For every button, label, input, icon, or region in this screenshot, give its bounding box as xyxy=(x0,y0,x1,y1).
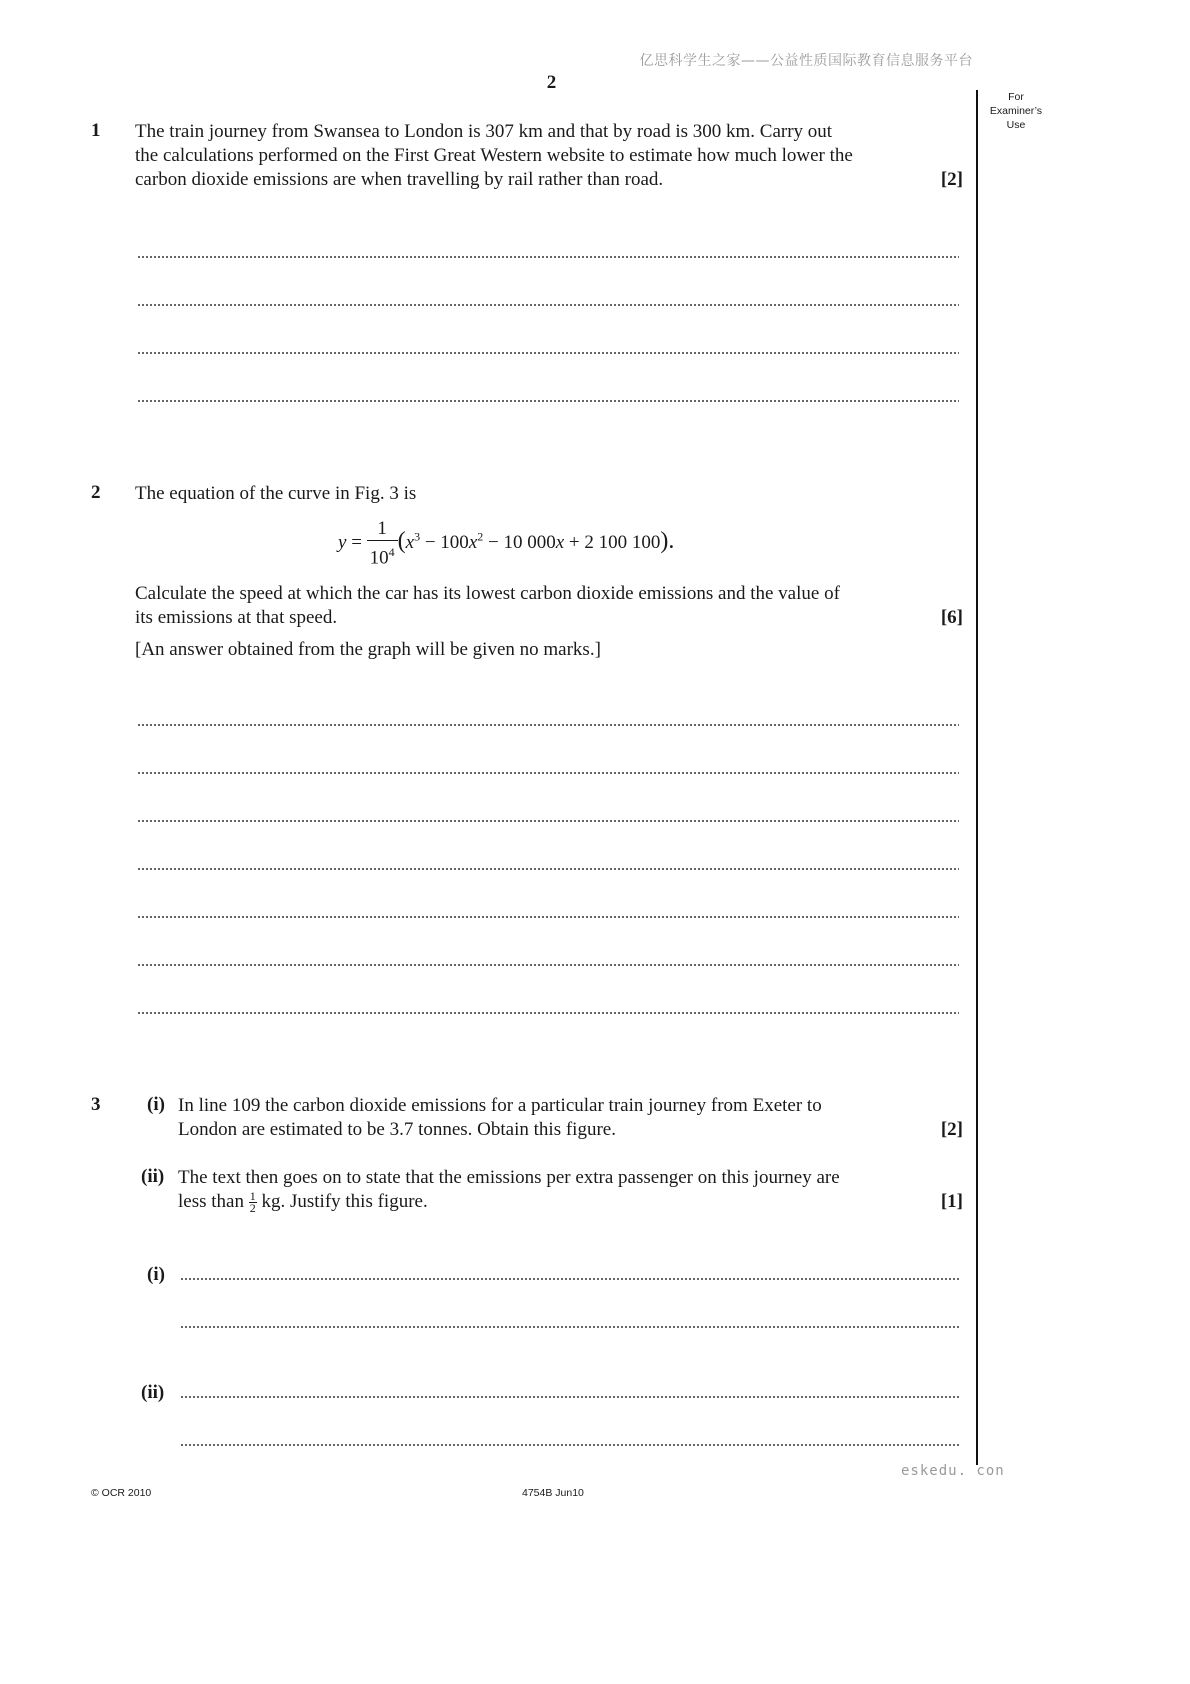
eq-den-exp: 4 xyxy=(388,545,395,559)
answer-ii-label: (ii) xyxy=(141,1382,165,1403)
question-1-line3 xyxy=(135,168,963,192)
eq-term2: − 100 xyxy=(420,532,469,554)
eq-den-base: 10 xyxy=(369,547,389,569)
eq-x: x xyxy=(405,532,415,554)
question-1-marks: [2] xyxy=(940,169,963,190)
question-3-part-ii-marks: [1] xyxy=(940,1191,963,1212)
answer-i-label: (i) xyxy=(147,1264,165,1285)
question-2-note: [An answer obtained from the graph will be given no marks.] xyxy=(135,639,601,660)
answer-line[interactable] xyxy=(137,352,959,354)
answer-line[interactable] xyxy=(137,772,959,774)
answer-line[interactable] xyxy=(137,304,959,306)
eq-exp2: 2 xyxy=(477,529,484,544)
question-1-line2-text: the calculations performed on the First Great Western website to estimate how much lower the xyxy=(135,145,853,166)
question-1-line1 xyxy=(135,120,963,144)
half-numerator: 1 xyxy=(249,1189,256,1204)
eq-x3: x xyxy=(555,532,565,554)
eq-x2: x xyxy=(468,532,478,554)
question-3-part-i-line2 xyxy=(178,1118,963,1142)
eq-term3: − 10 000 xyxy=(483,532,556,554)
question-1-line3-text: carbon dioxide emissions are when travelling by rail rather than road. xyxy=(135,169,664,190)
question-2-line1 xyxy=(135,582,963,606)
half-denominator: 2 xyxy=(249,1201,256,1216)
question-3-number: 3 xyxy=(91,1094,101,1115)
examiner-label-line1: For xyxy=(1008,91,1024,103)
question-3-part-ii-line2-text xyxy=(178,1190,428,1214)
footer-copyright: © OCR 2010 xyxy=(91,1487,152,1499)
page-number: 2 xyxy=(546,72,557,93)
eq-term4: + 2 100 100 xyxy=(564,532,661,554)
question-3-part-i-text xyxy=(178,1094,963,1142)
question-2-line2 xyxy=(135,606,963,630)
question-2-line2-text: its emissions at that speed. xyxy=(135,607,338,628)
answer-line[interactable] xyxy=(137,724,959,726)
answer-line[interactable] xyxy=(137,256,959,258)
question-3-part-ii-text xyxy=(178,1166,963,1214)
answer-line[interactable] xyxy=(137,964,959,966)
eq-exp3: 3 xyxy=(414,529,421,544)
question-3-part-ii-line1-text: The text then goes on to state that the emissions per extra passenger on this journey are xyxy=(178,1167,840,1188)
eq-denominator xyxy=(367,541,398,569)
eq-close-paren: ). xyxy=(660,528,675,555)
question-1-line2 xyxy=(135,144,963,168)
question-3-part-i-marks: [2] xyxy=(940,1119,963,1140)
examiner-label-line3: Use xyxy=(1006,119,1026,131)
question-1-line1-text: The train journey from Swansea to London is 307 km and that by road is 300 km. Carry out xyxy=(135,121,833,142)
answer-line[interactable] xyxy=(137,1012,959,1014)
question-3-part-i-line2-text: London are estimated to be 3.7 tonnes. Obtain this figure. xyxy=(178,1119,616,1140)
answer-line[interactable] xyxy=(180,1278,959,1280)
question-3-part-ii-line2 xyxy=(178,1190,963,1214)
eq-y: y xyxy=(338,532,347,554)
examiner-label-line2: Examiner’s xyxy=(989,105,1043,117)
eq-open-paren: ( xyxy=(397,528,406,555)
examiner-use-label xyxy=(976,90,1056,132)
part-ii-text-a: less than xyxy=(178,1191,249,1212)
watermark-bottom: eskedu. con xyxy=(901,1463,1005,1479)
question-3-part-i-line1 xyxy=(178,1094,963,1118)
answer-line[interactable] xyxy=(137,820,959,822)
eq-fraction xyxy=(367,518,398,569)
question-1-text xyxy=(135,120,963,192)
part-ii-text-b: kg. Justify this figure. xyxy=(256,1191,428,1212)
question-2-text xyxy=(135,582,963,630)
question-3-part-i-line1-text: In line 109 the carbon dioxide emissions for a particular train journey from Exeter to xyxy=(178,1095,822,1116)
watermark-top: 亿思科学生之家——公益性质国际教育信息服务平台 xyxy=(639,53,973,69)
one-half-fraction xyxy=(249,1191,257,1214)
question-2-equation xyxy=(338,518,674,569)
footer-paper-code: 4754B Jun10 xyxy=(522,1487,584,1499)
answer-line[interactable] xyxy=(180,1396,959,1398)
question-2-intro: The equation of the curve in Fig. 3 is xyxy=(135,483,417,504)
answer-line[interactable] xyxy=(137,400,959,402)
question-3-part-ii-line1 xyxy=(178,1166,963,1190)
eq-numerator: 1 xyxy=(367,518,398,541)
answer-line[interactable] xyxy=(137,868,959,870)
eq-equals: = xyxy=(351,532,362,554)
answer-line[interactable] xyxy=(137,916,959,918)
answer-line[interactable] xyxy=(180,1444,959,1446)
question-2-marks: [6] xyxy=(940,607,963,628)
question-3-part-ii-label: (ii) xyxy=(141,1166,165,1187)
question-1-number: 1 xyxy=(91,120,101,141)
question-2-line1-text: Calculate the speed at which the car has its lowest carbon dioxide emissions and the value of xyxy=(135,583,840,604)
answer-line[interactable] xyxy=(180,1326,959,1328)
examiner-margin-rule xyxy=(976,90,978,1465)
question-3-part-i-label: (i) xyxy=(147,1094,165,1115)
question-2-number: 2 xyxy=(91,482,101,503)
